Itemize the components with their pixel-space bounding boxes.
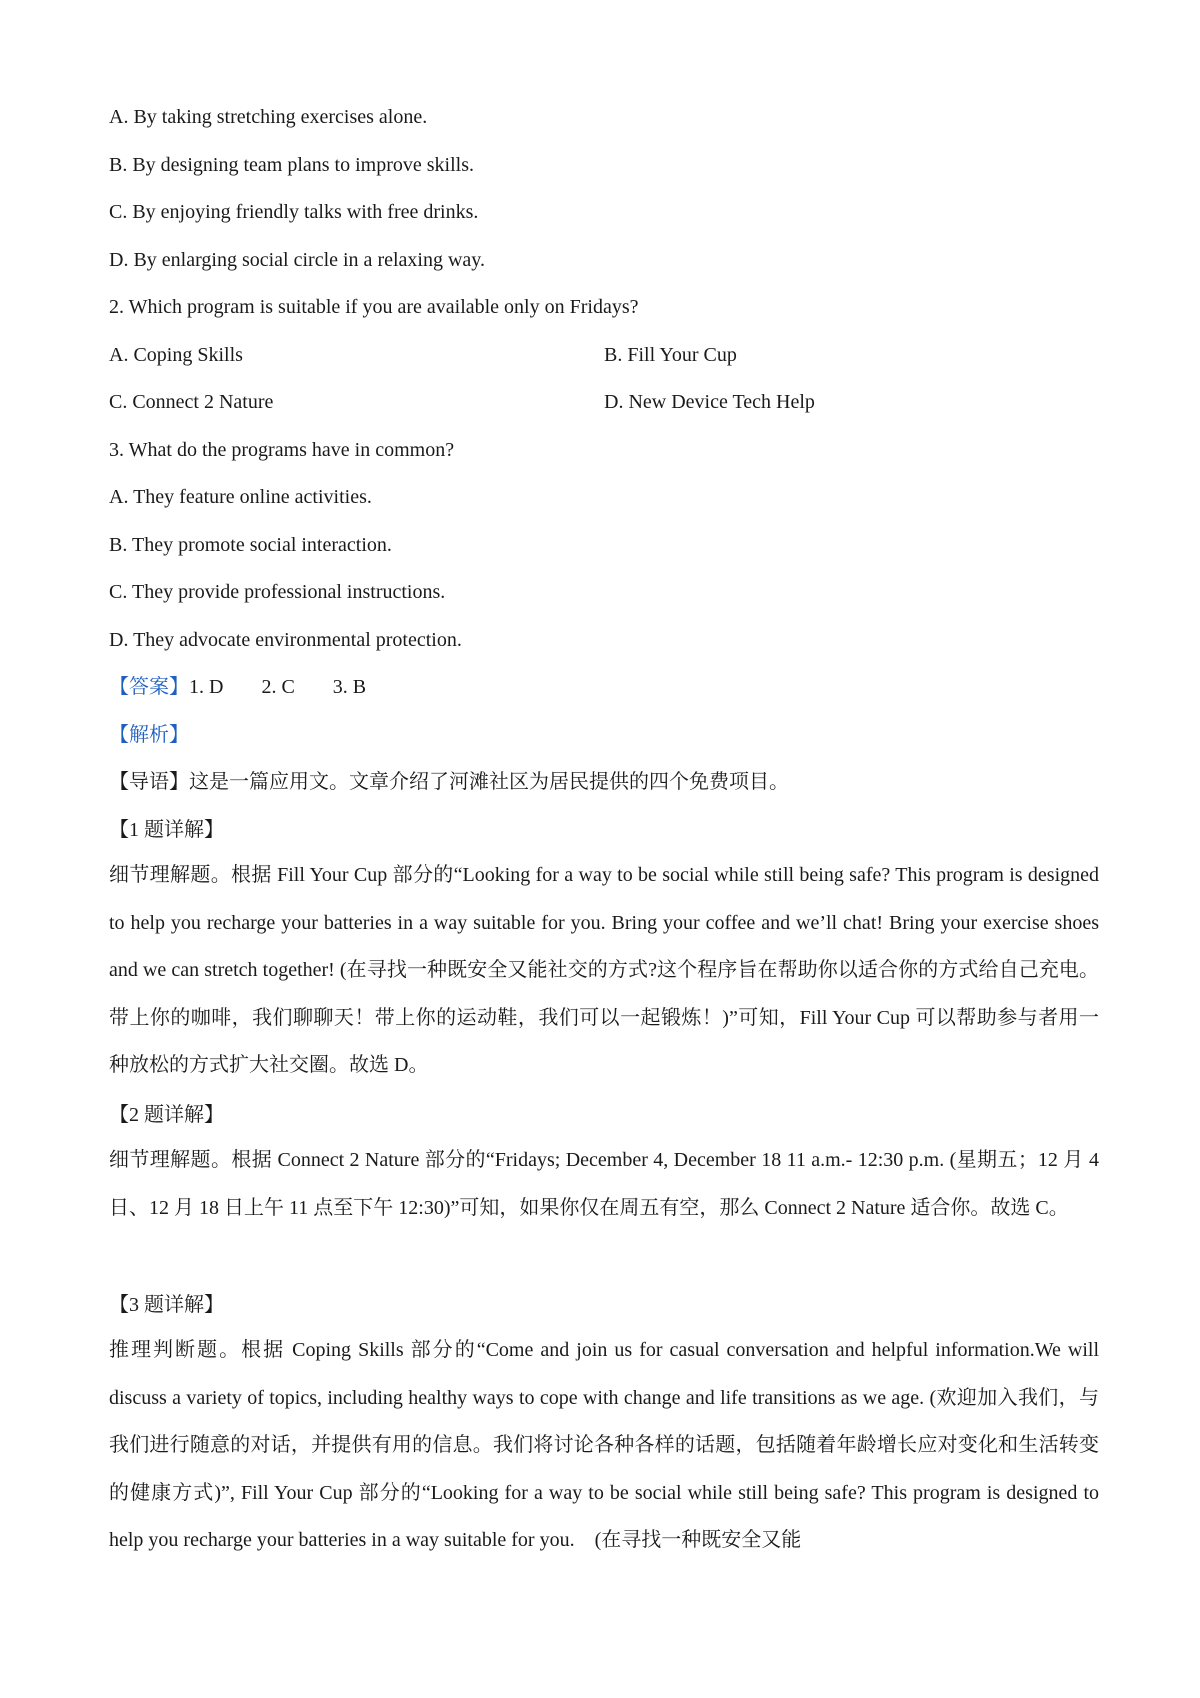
detail1-heading: 【1 题详解】: [109, 819, 224, 841]
q2-option-c: C. Connect 2 Nature: [109, 391, 274, 413]
detail3-heading: 【3 题详解】: [109, 1294, 224, 1316]
q1-option-b: B. By designing team plans to improve skills.: [109, 154, 474, 176]
q2-stem: 2. Which program is suitable if you are available only on Fridays?: [109, 296, 639, 318]
answer-label: 【答案】: [109, 676, 189, 698]
q2-option-a: A. Coping Skills: [109, 344, 243, 366]
detail2-heading: 【2 题详解】: [109, 1104, 224, 1126]
detail1-text: 细节理解题。根据 Fill Your Cup 部分的“Looking for a way to be social while still being safe? This program is designed to help you recharge your batteries in a way suitable for you. Bring your coffee and we’ll chat! Bring your exercise shoes and we can stretch together! (在寻找一种既安全又能社交的方式?这个程序旨在帮助你以适合你的方式给自己充电。带上你的咖啡，我们聊聊天！带上你的运动鞋，我们可以一起锻炼！)”可知，Fill Your Cup 可以帮助参与者用一种放松的方式扩大社交圈。故选 D。: [109, 864, 1099, 1076]
analysis-label: 【解析】: [109, 724, 189, 746]
q2-option-d: D. New Device Tech Help: [604, 391, 815, 413]
q3-option-c: C. They provide professional instructions.: [109, 581, 446, 603]
q1-option-d: D. By enlarging social circle in a relaxing way.: [109, 249, 485, 271]
q1-option-a: A. By taking stretching exercises alone.: [109, 106, 428, 128]
q3-stem: 3. What do the programs have in common?: [109, 439, 455, 461]
answer-3: 3. B: [332, 676, 367, 698]
q3-option-a: A. They feature online activities.: [109, 486, 372, 508]
q3-option-d: D. They advocate environmental protection.: [109, 629, 462, 651]
q1-option-c: C. By enjoying friendly talks with free drinks.: [109, 201, 479, 223]
intro-text: 【导语】这是一篇应用文。文章介绍了河滩社区为居民提供的四个免费项目。: [109, 771, 789, 793]
answer-1: 1. D: [189, 676, 224, 698]
detail2-text: 细节理解题。根据 Connect 2 Nature 部分的“Fridays; December 4, December 18 11 a.m.- 12:30 p.m. (星期五；12 月 4 日、12 月 18 日上午 11 点至下午 12:30)”可知，如果你仅在周五有空，那么 Connect 2 Nature 适合你。故选 C。: [109, 1149, 1099, 1219]
q3-option-b: B. They promote social interaction.: [109, 534, 392, 556]
q2-option-b: B. Fill Your Cup: [604, 344, 737, 366]
detail3-text: 推理判断题。根据 Coping Skills 部分的“Come and join us for casual conversation and helpful information.We will discuss a variety of topics, including healthy ways to cope with change and life transitions as we age. (欢迎加入我们，与我们进行随意的对话，并提供有用的信息。我们将讨论各种各样的话题，包括随着年龄增长应对变化和生活转变的健康方式)”, Fill Your Cup 部分的“Looking for a way to be social while still being safe? This program is designed to help you recharge your batteries in a way suitable for you. (在寻找一种既安全又能: [109, 1339, 1099, 1551]
answer-line: [109, 674, 366, 700]
answer-2: 2. C: [261, 676, 295, 698]
